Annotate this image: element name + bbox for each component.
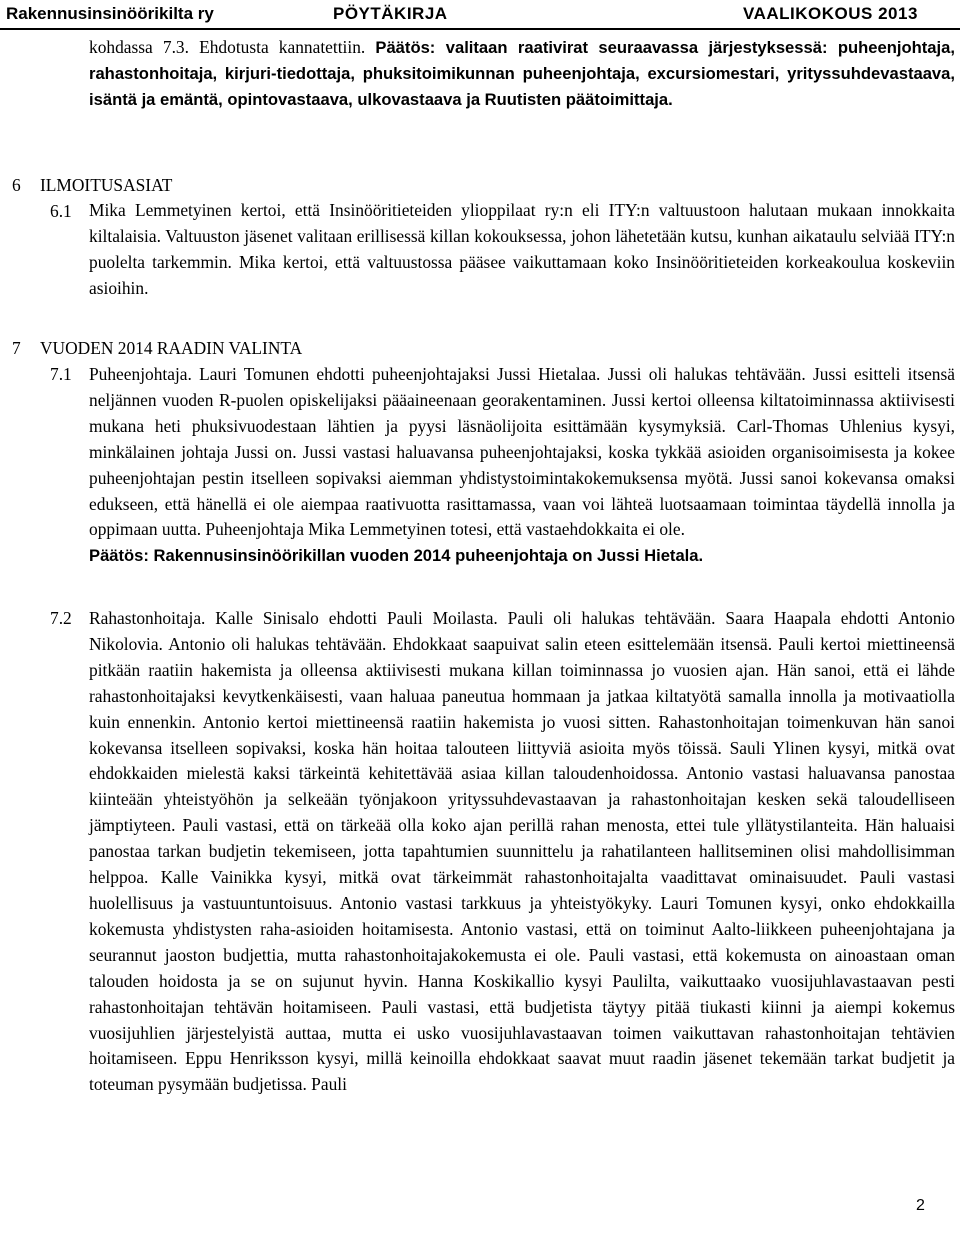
item-6-1-number: 6.1 <box>50 201 72 221</box>
header-organization: Rakennusinsinöörikilta ry <box>6 4 214 23</box>
header-meeting: VAALIKOKOUS 2013 <box>743 4 918 23</box>
page-number: 2 <box>916 1197 925 1214</box>
item-7-1-paragraph <box>89 362 955 569</box>
item-7-2-number: 7.2 <box>50 608 72 628</box>
intro-paragraph <box>89 35 955 113</box>
section-7-number: 7 <box>12 338 21 358</box>
section-7-heading <box>12 336 302 361</box>
item-7-1-decision: Päätös: Rakennusinsinöörikillan vuoden 2014 puheenjohtaja on Jussi Hietala. <box>89 546 704 566</box>
intro-decision: Päätös: valitaan raativirat seuraavassa järjestyksessä: puheenjohtaja, rahastonhoitaja, kirjuri-tiedottaja, phuksitoimikunnan puheenjohtaja, excursiomestari, yrityssuhdevastaava, isäntä ja emäntä, opintovastaava, ulkovastaava ja Ruutisten päätoimittaja. <box>89 38 955 109</box>
section-6-number: 6 <box>12 175 21 195</box>
item-7-1-text: Puheenjohtaja. Lauri Tomunen ehdotti puheenjohtajaksi Jussi Hietalaa. Jussi oli halukas tehtävään. Jussi esitteli itsensä neljännen vuoden R-puolen opiskelijaksi pääaineenaan georakentaminen. Jussi kertoi olleensa kiltatoiminnassa aktiivisesti mukana heti phuksivuodestaan lähtien ja pyysi läsnäolijoita esittämään kysymyksiä. Carl-Thomas Uhlenius kysyi, minkälainen johtaja Jussi on. Jussi vastasi haluavansa puheenjohtajaksi, koska tykkää asioiden organisoimisesta ja kokee puheenjohtajan pestin itselleen sopivaksi aiemman yhdistystoimintakokemuksensa myötä. Jussi sanoi kokevansa omaksi edukseen, että hänellä ei ole aiempaa raativuotta rasittamassa, vaan voi lähteä luotsaamaan toimintaa täydellä innolla ja oppimaan uutta. Puheenjohtaja Mika Lemmetyinen totesi, että vastaehdokkaita ei ole. <box>89 364 955 540</box>
page-header <box>0 0 960 30</box>
intro-text: kohdassa 7.3. Ehdotusta kannatettiin. <box>89 37 376 57</box>
section-6-heading <box>12 173 172 198</box>
header-divider <box>0 28 960 30</box>
item-6-1-text: Mika Lemmetyinen kertoi, että Insinööritieteiden ylioppilaat ry:n eli ITY:n valtuustoon halutaan mukaan innokkaita kiltalaisia. Valtuuston jäsenet valitaan erillisessä killan kokouksessa, johon lähetetään kutsu, kunhan aikataulu selviää ITY:n puolelta tarkemmin. Mika kertoi, että valtuustossa pääsee vaikuttamaan koko Insinööritieteiden korkeakoulua koskeviin asioihin. <box>89 200 955 298</box>
item-7-1-number: 7.1 <box>50 364 72 384</box>
header-document-type: PÖYTÄKIRJA <box>333 4 448 23</box>
section-6-title: ILMOITUSASIAT <box>40 175 173 195</box>
item-7-2-text: Rahastonhoitaja. Kalle Sinisalo ehdotti Pauli Moilasta. Pauli oli halukas tehtävään. Saara Haapala ehdotti Antonio Nikolovia. Antonio oli halukas tehtävään. Ehdokkaat saapuivat salin eteen esittelemään itsensä. Pauli kertoi miettineensä pitkään raatiin hakemista ja olleensa aktiivisesti mukana killan toiminnassa jo vuosien ajan. Hän sanoi, että ei lähde rahastonhoitajaksi kevytkenkäisesti, vaan haluaa paneutua hommaan ja jatkaa kiltatyötä samalla innolla ja motivaatiolla kuin ennenkin. Antonio kertoi miettineensä raatiin hakemista jo vuosi sitten. Rahastonhoitajan toimenkuvan hän sanoi kokevansa itselleen sopivaksi, koska hän hoitaa talouteen liittyviä asioita myös töissä. Sauli Ylinen kysyi, mitkä ovat ehdokkaiden mielestä kaksi tärkeintä kehitettävää asiaa killan taloudenhoidossa. Antonio vastasi haluavansa panostaa kiinteään yhteistyöhön ja selkeään työnjakoon yrityssuhdevastaavan ja rahastonhoitajan kesken sekä taloudelliseen jämptiyteen. Pauli vastasi, että on tärkeää olla koko ajan perillä rahan menosta, ettei tule yllätystilanteita. Hän haluaisi panostaa tarkan budjetin tekemiseen, jotta tapahtumien suunnittelu ja rahatilanteen hallitseminen olisi mahdollisimman helppoa. Kalle Vainikka kysyi, mitkä ovat tärkeimmät rahastonhoitajalta vaadittavat ominaisuudet. Pauli vastasi huolellisuus ja vastuuntuntoisuus. Antonio vastasi tarkkuus ja yhteistyökyky. Lauri Tomunen kysyi, onko ehdokkailla kokemusta yhdistysten raha-asioiden hoitamisesta. Antonio vastasi, että on toiminut Aalto-liikkeen puheenjohtajana ja seurannut jaoston budjettia, mutta rahastonhoitajakokemusta ei ole. Pauli vastasi, että kokemusta on ainoastaan oman talouden hoidosta ja se on sujunut hyvin. Hanna Koskikallio kysyi Paulilta, vaikuttaako vuosijuhlavastaavan pesti rahastonhoitajan tehtävän hoitamiseen. Pauli vastasi, että budjetista täytyy pitää tiukasti kiinni ja aiempi kokemus vuosijuhlien järjestelyistä auttaa, mutta ei usko vuosijuhlavastaavan toimen vaikuttavan rahastonhoitajan tehtävien hoitamiseen. Eppu Henriksson kysyi, millä keinoilla ehdokkaat saavat muut raadin jäsenet tekemään tarkat budjetit ja toteuman pysymään budjetissa. Pauli <box>89 608 955 1095</box>
section-7-title: VUODEN 2014 RAADIN VALINTA <box>40 338 303 358</box>
